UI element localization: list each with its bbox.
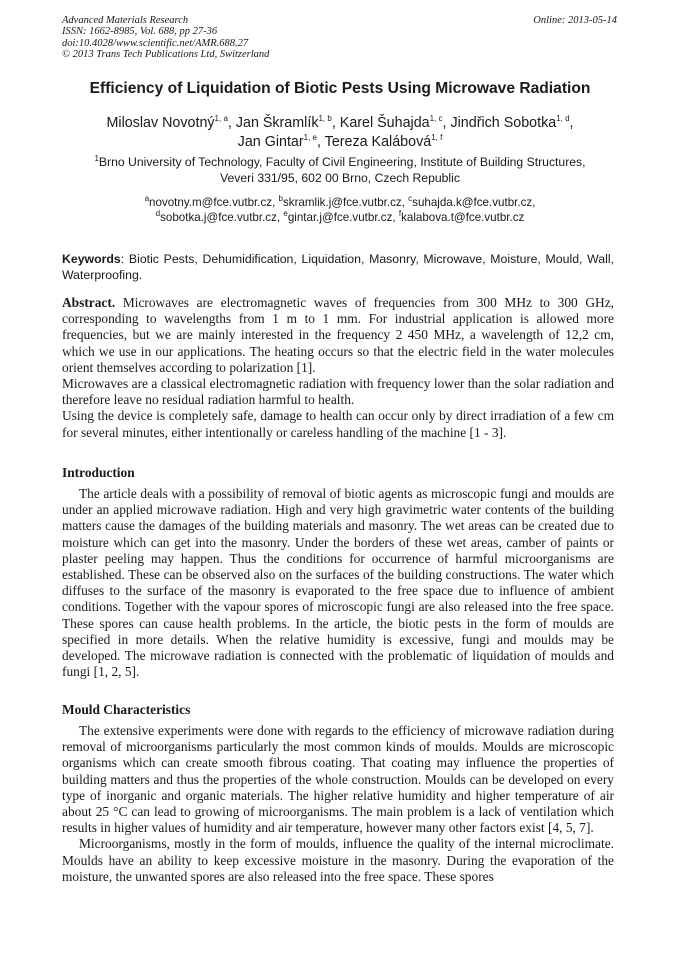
section-heading-mould: Mould Characteristics <box>62 702 191 717</box>
author-sup: 1, a <box>214 114 228 124</box>
introduction-para-1: The article deals with a possibility of removal of biotic agents as microscopic fungi and moulds are under an applied microwave radiation. High and very high gravimetric water contents of the building matters cause the damages of the building materials and masonry. The wet areas can be created due to moisture which can get into the masonry. Under the borders of these wet areas, camber of paints or plaster peeling may happen. Thus the conditions for occurrence of harmful microorganisms are established. These can be observed also on the surfaces of the building constructions. The water which diffuses to the surface of the masonry is evaporated to the free space due to influence of ambient conditions. Together with the vapour spores of microscopic fungi are also released into the free space. These spores can cause health problems. In the article, the biotic pests in the form of moulds are specified in more details. When the relative humidity is excessive, fungi and moulds may be developed. The microwave radiation is connected with the problematic of liquidation of moulds and fungi [1, 2, 5]. <box>62 486 614 680</box>
journal-header <box>62 15 617 60</box>
author-sup: 1, d <box>556 114 570 124</box>
introduction-body <box>62 486 614 680</box>
journal-doi: doi:10.4028/www.scientific.net/AMR.688.27 <box>62 37 249 49</box>
email-sep: , <box>532 196 536 209</box>
affiliation-line-2: Veveri 331/95, 602 00 Brno, Czech Republic <box>220 171 460 185</box>
author-name: Jan Škramlík <box>235 115 319 131</box>
email-sup: b <box>278 194 283 204</box>
author-name: Miloslav Novotný <box>106 115 215 131</box>
author-sup: 1, b <box>318 114 332 124</box>
email-sep: , <box>272 196 279 209</box>
email-sup: a <box>144 194 150 204</box>
email-address: skramlik.j@fce.vutbr.cz <box>282 196 402 209</box>
journal-name: Advanced Materials Research <box>62 15 189 26</box>
email-address: sobotka.j@fce.vutbr.cz <box>160 211 277 224</box>
email-sup: d <box>155 209 161 219</box>
section-heading-introduction: Introduction <box>62 465 135 480</box>
author-name: Jindřich Sobotka <box>450 115 557 131</box>
author-name: Karel Šuhajda <box>339 115 430 131</box>
online-date: Online: 2013-05-14 <box>533 15 617 26</box>
author-list <box>40 114 640 152</box>
author-line-1 <box>40 114 640 133</box>
author-sup: 1, f <box>431 133 443 143</box>
keywords <box>62 252 614 283</box>
affiliation-sup: 1 <box>94 153 99 163</box>
affiliation <box>50 154 630 186</box>
abstract <box>62 295 614 441</box>
author-sep: , <box>331 115 340 131</box>
author-line-2 <box>40 133 640 152</box>
keywords-text: : Biotic Pests, Dehumidification, Liquidation, Masonry, Microwave, Moisture, Mould, Wall, Waterproofing. <box>62 252 614 282</box>
author-sep: , <box>316 134 325 150</box>
email-sep: , <box>401 196 409 209</box>
journal-copyright: © 2013 Trans Tech Publications Ltd, Switzerland <box>62 48 270 60</box>
email-sup: e <box>283 209 288 219</box>
email-list <box>50 195 630 225</box>
abstract-para-3: Using the device is completely safe, damage to health can occur only by direct irradiation of a few cm for several minutes, either intentionally or careless handling of the machine [1 - 3]. <box>62 408 614 440</box>
email-address: kalabova.t@fce.vutbr.cz <box>401 211 525 224</box>
author-name: Jan Gintar <box>237 134 304 150</box>
email-sep: , <box>276 211 284 224</box>
author-sup: 1, c <box>429 114 443 124</box>
email-address: suhajda.k@fce.vutbr.cz <box>412 196 533 209</box>
mould-para-2: Microorganisms, mostly in the form of moulds, influence the quality of the internal microclimate. Moulds have an ability to keep excessive moisture in the masonry. During the evaporation of the moisture, the unwanted spores are also released into the free space. These spores <box>62 836 614 884</box>
email-sup: c <box>408 194 413 204</box>
email-sep: , <box>392 211 399 224</box>
email-line-1 <box>50 195 630 210</box>
abstract-label: Abstract. <box>62 295 116 310</box>
abstract-para-2: Microwaves are a classical electromagnetic radiation with frequency lower than the solar radiation and therefore leave no residual radiation harmful to health. <box>62 376 614 408</box>
abstract-text: Microwaves are electromagnetic waves of frequencies from 300 MHz to 300 GHz, corresponding to wavelengths from 1 m to 1 mm. For industrial application is allowed more frequencies, but we are mainly interested in the frequency 2 450 MHz, a wavelength of 12,2 cm, which we use in our applications. The heating occurs so that the electric field in the water molecules orient themselves according to polarization [1]. <box>62 295 614 375</box>
journal-issn: ISSN: 1662-8985, Vol. 688, pp 27-36 <box>62 26 218 38</box>
email-address: novotny.m@fce.vutbr.cz <box>149 196 273 209</box>
author-sep: , <box>227 115 236 131</box>
mould-para-1: The extensive experiments were done with regards to the efficiency of microwave radiation during removal of microorganisms particularly the most common kinds of moulds. Moulds are microscopic organisms which can create smooth fibrous coating. That coating may influence the properties of building matters and thus the properties of the whole construction. Moulds can be developed on every type of inorganic and organic materials. The higher relative humidity and higher temperature of air about 25 °C can lead to growing of microorganisms. The main problem is a lack of ventilation which results in higher values of humidity and air temperature, however many other factors exist [4, 5, 7]. <box>62 723 614 836</box>
email-sup: f <box>398 209 402 219</box>
keywords-label: Keywords <box>62 252 121 266</box>
author-sup: 1, e <box>303 133 317 143</box>
author-name: Tereza Kalábová <box>324 134 432 150</box>
email-address: gintar.j@fce.vutbr.cz <box>287 211 393 224</box>
mould-body <box>62 723 614 885</box>
author-sep: , <box>442 115 451 131</box>
affiliation-line-1: Brno University of Technology, Faculty of Civil Engineering, Institute of Building Structures, <box>98 155 586 169</box>
author-sep: , <box>569 115 574 131</box>
paper-title: Efficiency of Liquidation of Biotic Pests Using Microwave Radiation <box>89 80 591 97</box>
abstract-para-1 <box>62 295 614 376</box>
email-line-2 <box>50 210 630 225</box>
